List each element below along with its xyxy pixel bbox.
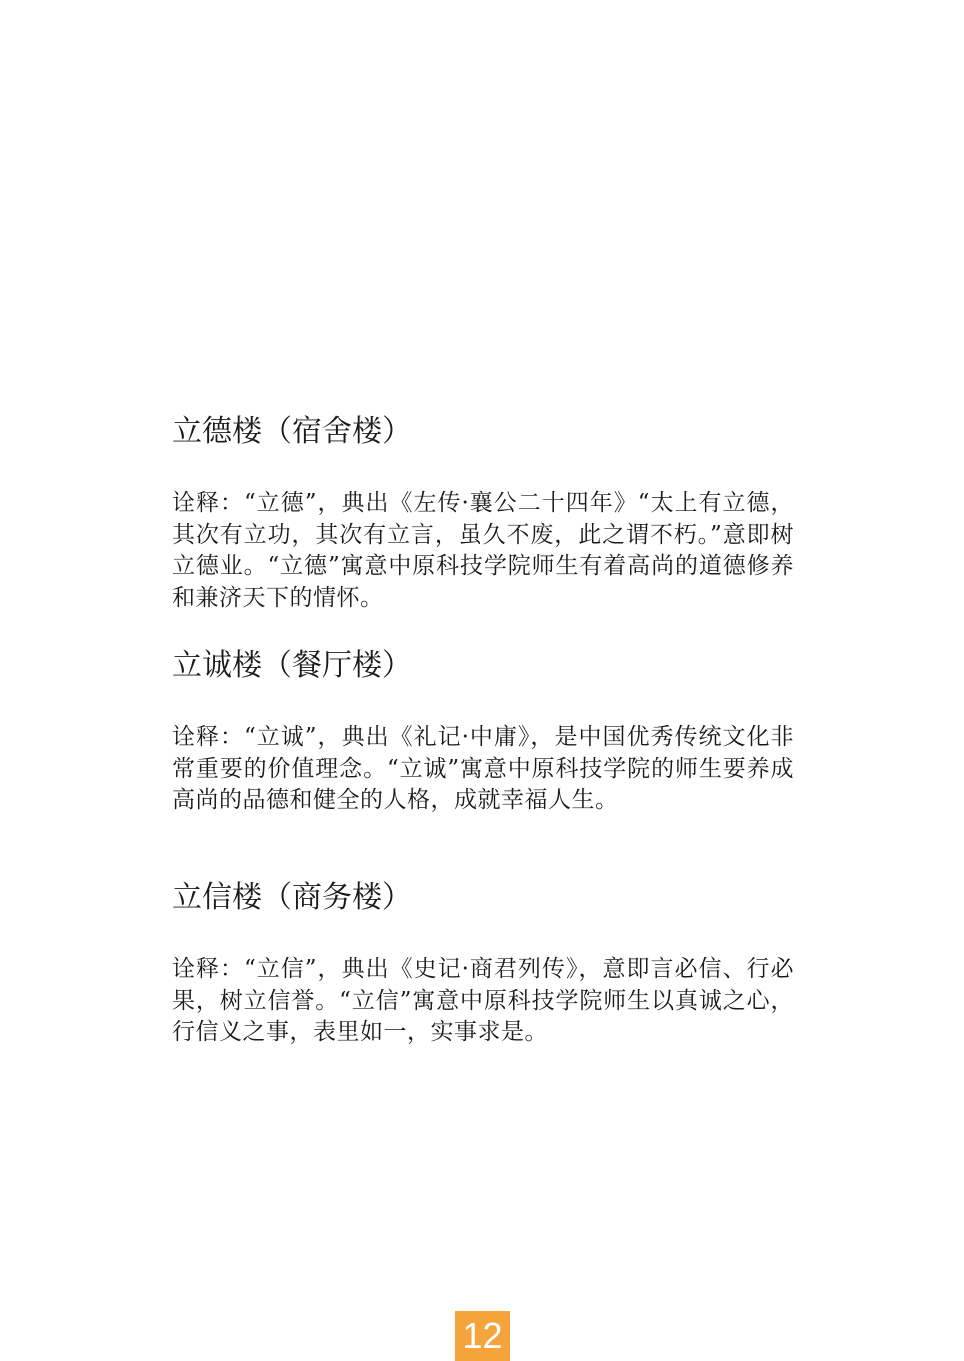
page-number: 12 [455,1311,510,1361]
section-heading: 立德楼（宿舍楼） [172,414,412,449]
section-licheng [172,644,794,817]
section-heading: 立诚楼（餐厅楼） [172,648,412,683]
section-heading: 立信楼（商务楼） [172,880,412,915]
section-body: 诠释：“立信”，典出《史记·商君列传》，意即言必信、行必果，树立信誉。“立信”寓意中原科技学院师生以真诚之心，行信义之事，表里如一，实事求是。 [172,956,794,1045]
section-lide [172,410,794,614]
section-body: 诠释：“立诚”，典出《礼记·中庸》，是中国优秀传统文化非常重要的价值理念。“立诚”寓意中原科技学院的师生要养成高尚的品德和健全的人格，成就幸福人生。 [172,724,794,813]
section-body: 诠释：“立德”，典出《左传·襄公二十四年》“太上有立德，其次有立功，其次有立言，虽久不废，此之谓不朽。”意即树立德业。“立德”寓意中原科技学院师生有着高尚的道德修养和兼济天下的情怀。 [172,490,794,611]
section-lixin [172,876,794,1049]
